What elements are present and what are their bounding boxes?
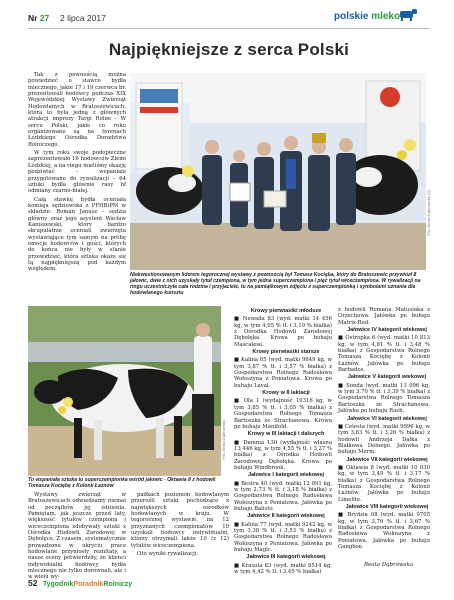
article-title: Najpiękniejsze z serca Polski xyxy=(108,40,350,59)
result-entry: ■ Newada 83 (wyd. matki 14 456 kg, w tym 4,05 % tł. i 3,19 % białka) z Ośrodka Hodowli Zarodowej Dębołęka. Krowa po buhaju Mascalese. xyxy=(234,316,332,348)
result-entry: ■ Kalina 65 (wyd. matki 9849 kg, w tym 3,87 % tł. i 3,57 % białka) z Gospodarstwa Rolnego Radosława Wołoszyna z Poniatowa. Krowa po buhaju Laval. xyxy=(234,357,332,389)
intro-column xyxy=(28,72,126,275)
middle-intro-column xyxy=(131,492,229,559)
result-entry: ■ Brydzia 08 (wyd. matki 9705 kg, w tym 3,76 % tł. i 3,67 % białka) z Gospodarstwa Rolnego Radosława Wołoszyna z Poniatowa. Jałówka po buhaju Gangboe. xyxy=(338,512,430,551)
paragraph: padkach pozionem hodowlanym przerośli sztuki pochodzące z największych ośrodków hodowlanych w kraju. W tegorocznej wystawie, na 12 przyznanych czempionatów 10 uzyskali hodowcy indywidualni, którzy otrzymali także 10 (z 12) tytułów wiceczempiona. xyxy=(131,492,229,549)
result-entry: z hodowli Romana Matusiaka z Orzechowa. Jałówka po buhaju Matrix-Red. xyxy=(338,307,430,326)
issue-date: 2 lipca 2017 xyxy=(60,13,106,23)
page-header xyxy=(0,0,454,36)
result-entry: ■ Oktawia 8 (wyd. matki 10 030 kg, w tym 3,49 % tł. i 3,17 % białka) z Gospodarstwa Rolnego Tomasza Kociębę z Kolonii Łaznów. Jałówka po buhaju Limelite. xyxy=(338,464,430,503)
result-entry: ■ Bestra 40 (wyd. matki 12 091 kg, w tym 2,73 % tł. i 3,18 % białka) z Gospodarstwa Rolnego Radosława Wołoszyna z Poniatowa. Jałówka po buhaju Balisto. xyxy=(234,480,332,512)
result-entry: ■ Krasula 83 (wyd. matki 8514 kg, w tym 4,42 % tł. i 3,45 % białka) xyxy=(234,562,332,576)
heifer-photo xyxy=(28,306,221,476)
heifer-photo-caption: To wspaniała sztuka to superczempionka wśród jałowic - Oktawia 8 z hodowli Tomasza Kociębę z Kolonii Łaznów xyxy=(28,477,216,489)
category-heading: Jałowice VIII kategorii wiekowej xyxy=(345,503,429,510)
category-heading: Jałowice IV kategorii wiekowej xyxy=(347,327,427,334)
category-heading: Jałowice II kategorii wiekowej xyxy=(247,513,325,520)
result-entry: ■ Ola 1 (wydajność 10316 kg, w tym 3,85 % tł. i 3,05 % białka) z Gospodarstwa Rolnego Tomasza Bartoszka ze Strachanowa. Krowa po buhaju Manifold. xyxy=(234,398,332,430)
author-signature: Beata Dąbrowska xyxy=(364,562,414,568)
category-heading: Jałowice VII kategorii wiekowej xyxy=(346,456,428,463)
result-entry: ■ Ostropka 6 (wyd. matki 10 813 kg, w tym 4,81 % tł. i 3,48 % białka) z Gospodarstwa Rolnego Tomasza Kociębę z Kolonii Łaznów. Jałówka po buhaju Barbados. xyxy=(338,335,430,374)
category-heading: Jałowice III kategorii wiekowej xyxy=(246,554,326,561)
photo-credit-bottom: Fot. Beata Dąbrowska xyxy=(221,420,226,460)
page-number: 52 xyxy=(28,578,38,588)
left-bottom-column xyxy=(28,492,126,583)
result-entry: ■ Celesta (wyd. matki 9996 kg, w tym 3,83 % tł. i 3,26 % białka) z hodowli Andrzeja Dałka z Białkowa Dolnego. Jałówka po buhaju Merin. xyxy=(338,423,430,456)
page-footer xyxy=(28,578,132,588)
category-heading: Krowy pierwiastki starsze xyxy=(252,349,320,356)
cow-logo-icon xyxy=(398,8,418,22)
section-brand: polskie mleko xyxy=(334,11,401,22)
paragraph: Oto wyniki rywalizacji: xyxy=(137,551,199,558)
paragraph: W tym roku swoje podopieczne zaprezentowało 16 hodowców Ziemi Łódzkiej, a na ringu mieliśmy okazję podziwiać – wspaniale przygotowane do rywalizacji – 64 sztuki bydła głównie rasy hf odmiany czarno-białej. xyxy=(28,150,126,195)
result-entry: ■ Sonda (wyd. matki 13 096 kg, w tym 3,70 % tł. i 3,39 % białka) z Gospodarstwa Rolnego Tomasza Bartoszka ze Strachanowa. Jałówka po buhaju Rash. xyxy=(338,382,430,415)
photo-credit-top: Fot. Beata Dąbrowska (2) xyxy=(426,190,431,236)
paragraph: Całą stawkę bydła oceniała komisja sędziowska z PFHBiPM w składzie: Roman Janusz – sędzia główny oraz jego asystent Wacław Kaniszewski, który bardzo skrupulatnie oceniali zwierzęta wystawiające tym samym na próbę emocje hodowców i gości, których do końca nie były w stanie przewidzieć, która sztuka okaże się tą najpiękniejszą pod każdym względem. xyxy=(28,196,126,273)
category-heading: Krowy pierwiastki młodsze xyxy=(250,308,322,314)
category-heading: Jałowice I kategorii wiekowej xyxy=(247,472,325,479)
issue-number: Nr 27 xyxy=(28,13,50,23)
paragraph: Tak z pewnością można powiedzieć o stawce bydła mlecznego, jakie 17 i 19 czerwca br. prezentowali hodowcy podczas XIX Wojewódzkiej Wystawy Zwierząt Hodowlanych w Bratoszewicach, która to była jedną z głównych atrakcji imprezy Targi Rolne - W sercu Polski, jakie co roku organizowane są na terenach Łódzkiego Ośrodka Doradztwa Rolniczego. xyxy=(28,72,126,148)
category-heading: Krowy w II laktacji xyxy=(262,390,310,397)
paragraph: Wystawy zwierząt w Bratoszewicach odwiedzamy niemal od początków jej istnienia. Pamiętam, jak jeszcze przed laty, większość tytułów czempiona i wiceczempiona zdobywały sztuki z Ośrodka Hodowli Zarodowej w Dębołęce. Z czasem, systematycznie prowadzone w ukryciu prace hodowlane przyniosły rezultaty, a nasze oceny potwierdziły, że klienci indywidualni hodowcy bydła mlecznego nie tylko dorównali, ale i w wielu wy- xyxy=(28,492,126,581)
magazine-title: TygodnikPoradnikRolniczy xyxy=(42,581,133,588)
result-entry: ■ Kalina 77 (wyd. matki 9242 kg, w tym 3,38 % tł. i 3,53 % białka) z Gospodarstwa Rolnego Radosława Wołoszyna z Poniatowa. Jałówka po buhaju Magic. xyxy=(234,521,332,554)
category-heading: Jałowice V kategorii wiekowej xyxy=(347,374,427,381)
category-heading: Jałowice VI kategorii wiekowej xyxy=(347,415,427,422)
results-column-middle xyxy=(234,307,332,575)
header-rule xyxy=(28,28,430,29)
result-entry: ■ Damma 130 (wydajność własna 13 446 kg, w tym 4,55 % tł. i 3,27 % białka) z Ośrodka Hodowli Zarodowej Dębołęka. Krowa po buhaju Windbrook. xyxy=(234,439,332,471)
results-column-right xyxy=(338,307,430,550)
group-photo-caption: Niekwestionowanym liderem tegorocznej wystawy z pewnością był Tomasz Kocięba, który do Bratoszewic przywiózł 8 jałowic, dwie z nich uzyskały tytuł czempiona, w tym jedna superczempiona i pięć tytuł wiceczempiona. W rywalizacji na ringu uczestniczyła cała rodzina i przyjaciele, tu na pamiątkowym zdjęciu z superczempionką i symbolami uznania dla hodowlanego kunsztu xyxy=(130,272,421,296)
group-photo xyxy=(130,73,426,270)
category-heading: Krowy w III laktacji i dalszych xyxy=(247,431,325,438)
